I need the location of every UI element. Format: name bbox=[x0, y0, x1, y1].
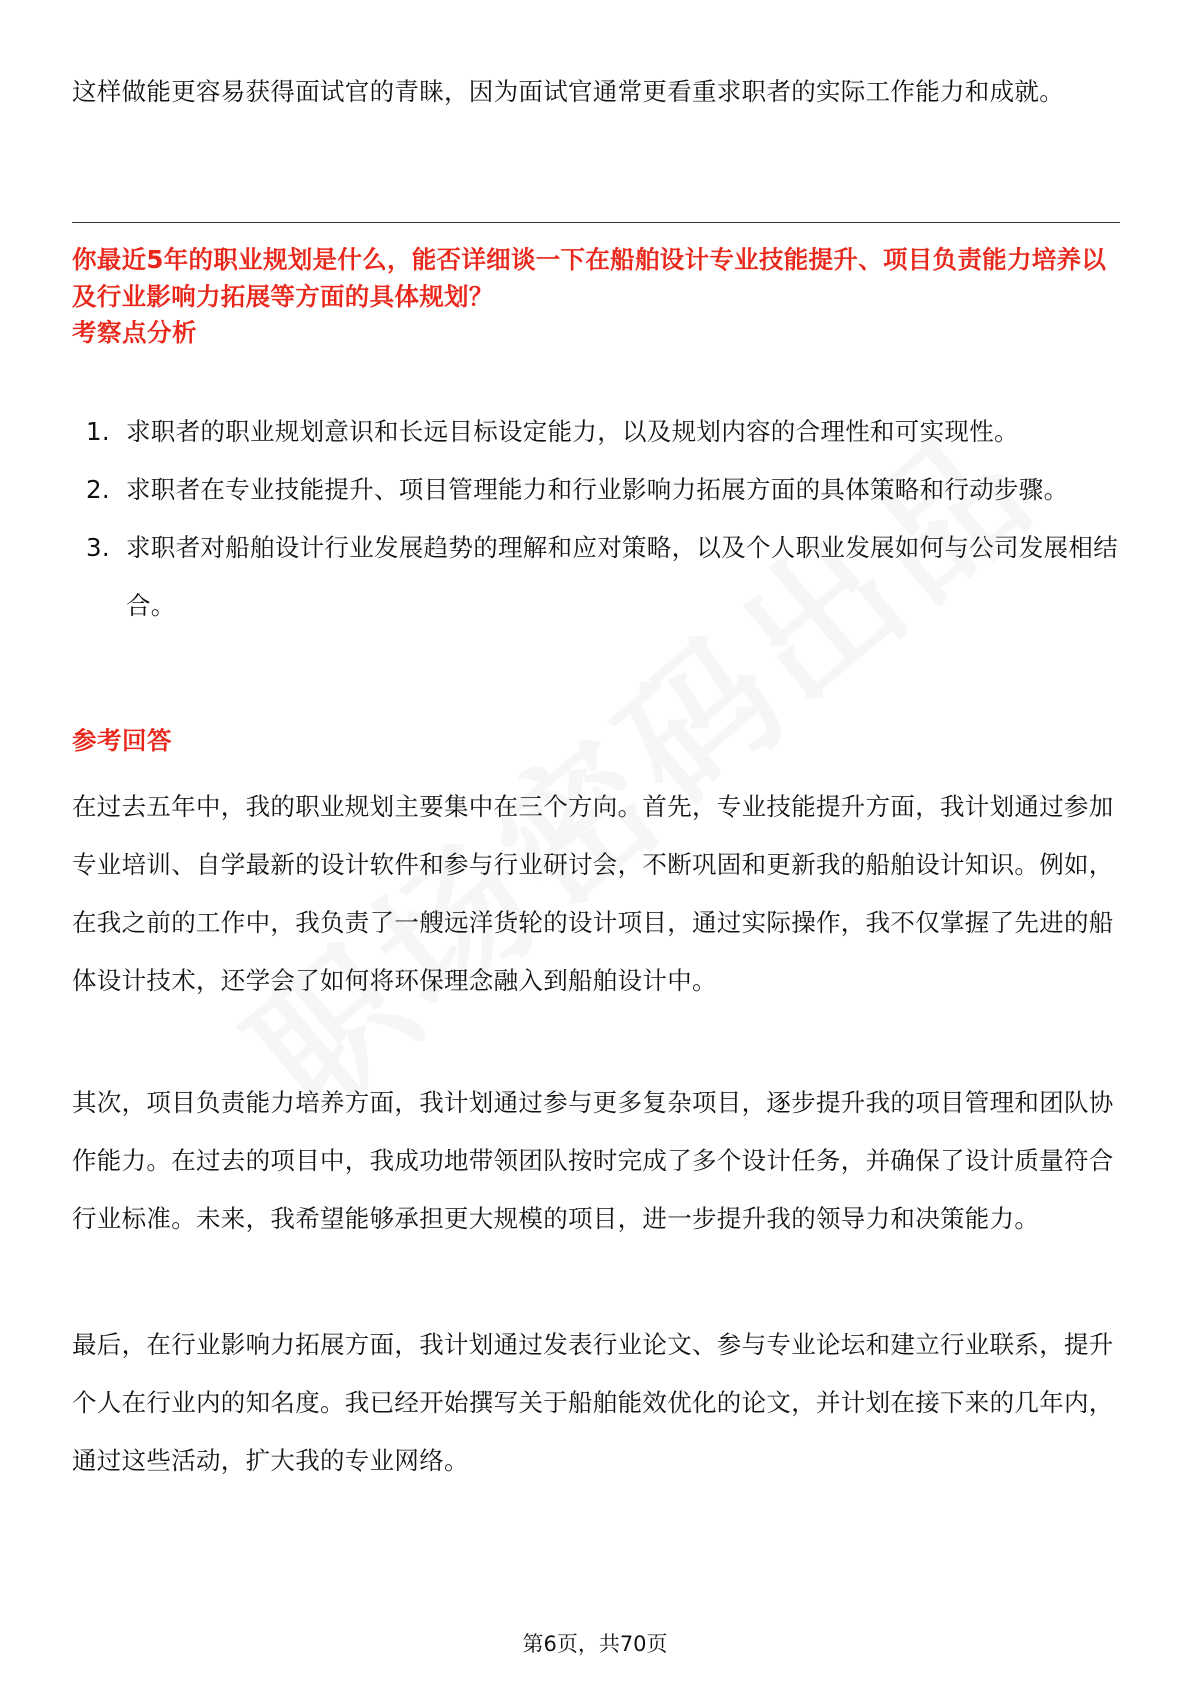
answer-heading: 参考回答 bbox=[72, 726, 172, 755]
analysis-list bbox=[72, 403, 1122, 635]
section-divider bbox=[72, 222, 1120, 223]
analysis-heading: 考察点分析 bbox=[72, 318, 197, 347]
list-item-text: 求职者在专业技能提升、项目管理能力和行业影响力拓展方面的具体策略和行动步骤。 bbox=[126, 475, 1069, 504]
list-item-text: 求职者对船舶设计行业发展趋势的理解和应对策略，以及个人职业发展如何与公司发展相结合。 bbox=[126, 533, 1118, 620]
answer-paragraph-2: 其次，项目负责能力培养方面，我计划通过参与更多复杂项目，逐步提升我的项目管理和团队协作能力。在过去的项目中，我成功地带领团队按时完成了多个设计任务，并确保了设计质量符合行业标准。未来，我希望能够承担更大规模的项目，进一步提升我的领导力和决策能力。 bbox=[72, 1088, 1114, 1233]
analysis-item-2 bbox=[72, 461, 1122, 519]
answer-paragraph-1: 在过去五年中，我的职业规划主要集中在三个方向。首先，专业技能提升方面，我计划通过参加专业培训、自学最新的设计软件和参与行业研讨会，不断巩固和更新我的船舶设计知识。例如，在我之前的工作中，我负责了一艘远洋货轮的设计项目，通过实际操作，我不仅掌握了先进的船体设计技术，还学会了如何将环保理念融入到船舶设计中。 bbox=[72, 792, 1114, 995]
question-title: 你最近5年的职业规划是什么，能否详细谈一下在船舶设计专业技能提升、项目负责能力培养以及行业影响力拓展等方面的具体规划？ bbox=[72, 245, 1107, 311]
list-number: 1. bbox=[86, 417, 110, 446]
list-item-text: 求职者的职业规划意识和长远目标设定能力，以及规划内容的合理性和可实现性。 bbox=[126, 417, 1019, 446]
answer-paragraph-3: 最后，在行业影响力拓展方面，我计划通过发表行业论文、参与专业论坛和建立行业联系，提升个人在行业内的知名度。我已经开始撰写关于船舶能效优化的论文，并计划在接下来的几年内，通过这些活动，扩大我的专业网络。 bbox=[72, 1330, 1114, 1475]
list-number: 3. bbox=[86, 533, 110, 562]
analysis-item-3 bbox=[72, 519, 1122, 635]
list-number: 2. bbox=[86, 475, 110, 504]
intro-paragraph: 这样做能更容易获得面试官的青睐，因为面试官通常更看重求职者的实际工作能力和成就。 bbox=[72, 77, 1064, 106]
page-number: 第6页，共70页 bbox=[522, 1632, 668, 1656]
analysis-item-1 bbox=[72, 403, 1122, 461]
